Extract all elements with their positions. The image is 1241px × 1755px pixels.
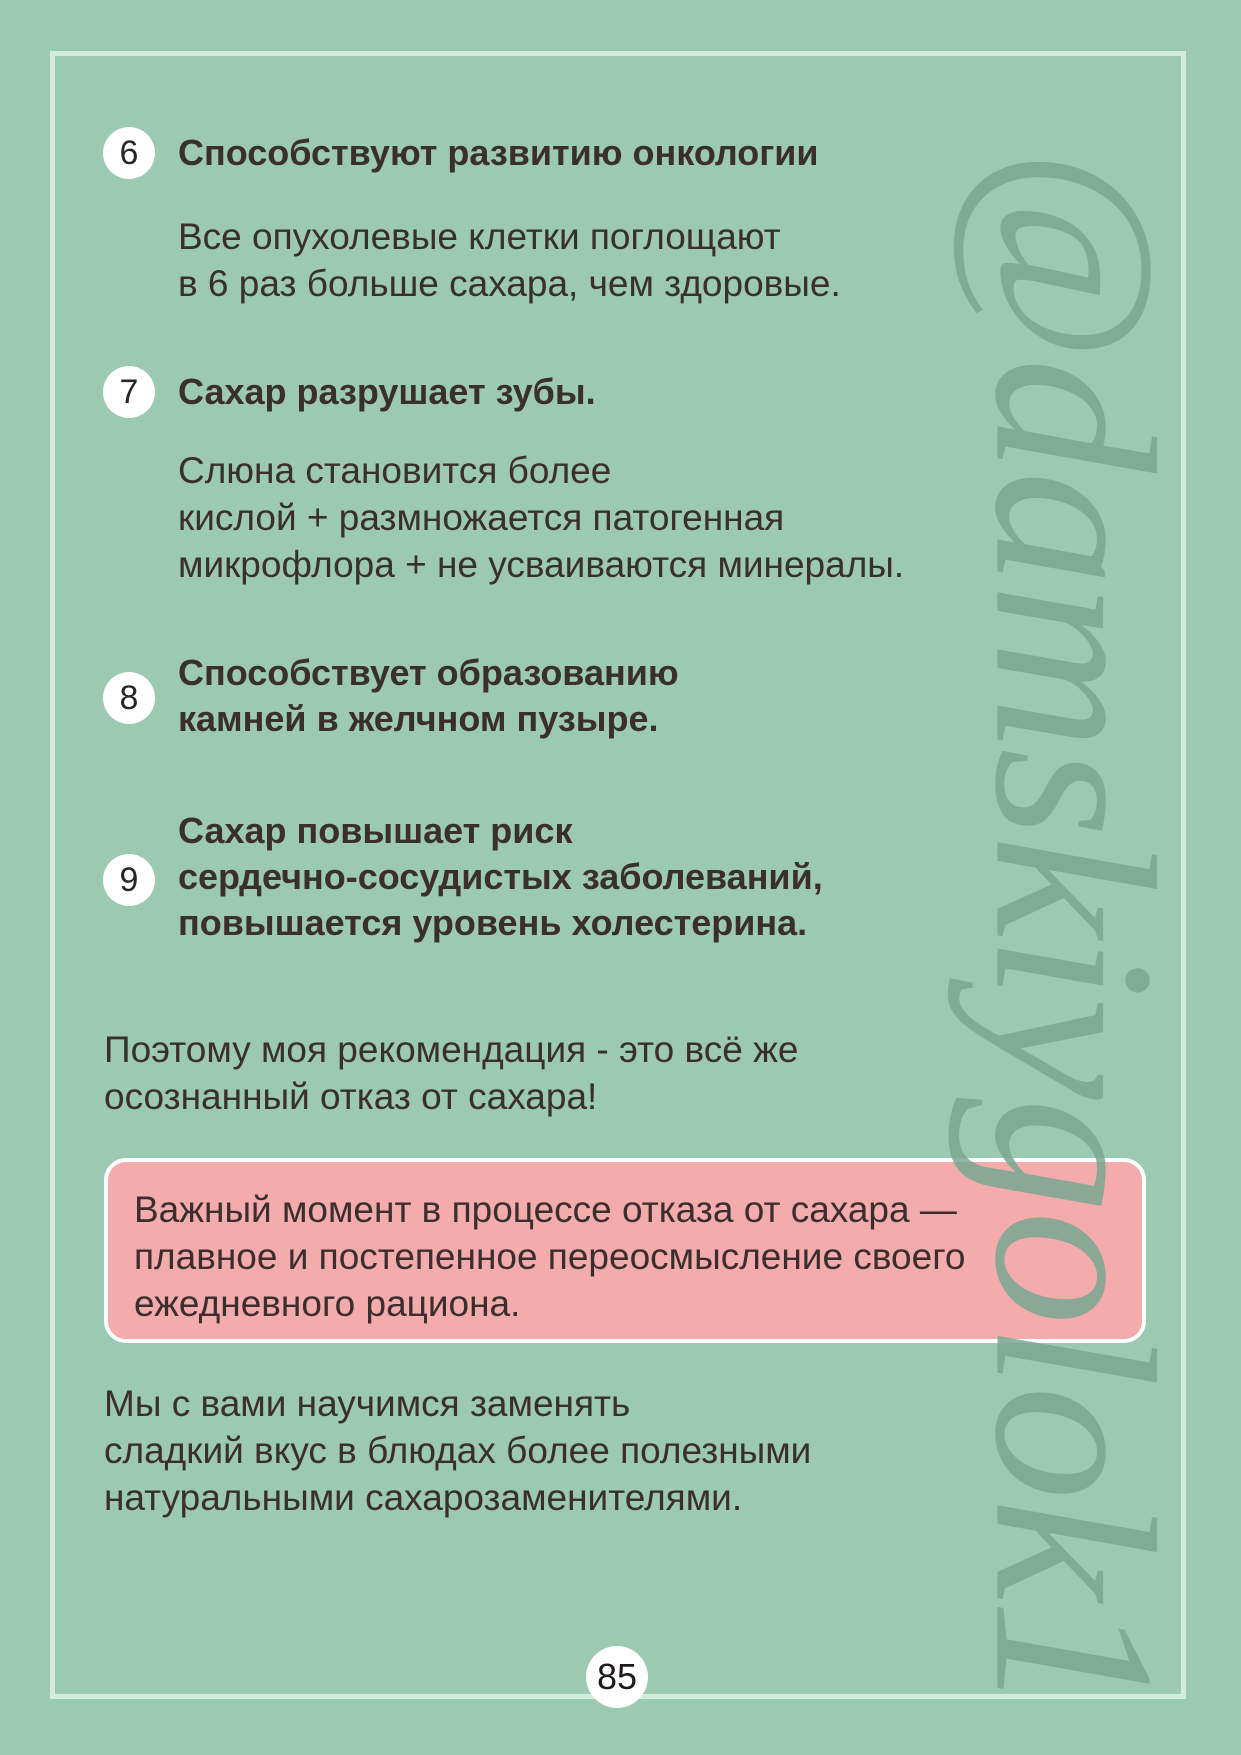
- item-title: Способствует образованию камней в желчном пузыре.: [178, 652, 679, 739]
- important-callout: Важный момент в процессе отказа от сахара — плавное и постепенное переосмысление своего ежедневного рациона.: [104, 1158, 1146, 1343]
- number-badge: 7: [103, 366, 155, 418]
- page-number: 85: [586, 1646, 648, 1708]
- number-badge: 9: [103, 854, 155, 906]
- number-badge: 8: [103, 672, 155, 724]
- item-title: Сахар повышает риск сердечно-сосудистых заболеваний, повышается уровень холестерина.: [178, 810, 823, 943]
- item-description: Слюна становится более кислой + размножается патогенная микрофлора + не усваиваются минералы.: [178, 450, 905, 585]
- recommendation-text: Поэтому моя рекомендация - это всё же осознанный отказ от сахара!: [104, 1029, 799, 1117]
- item-title: Способствуют развитию онкологии: [178, 132, 819, 173]
- item-title: Сахар разрушает зубы.: [178, 371, 596, 412]
- item-description: Все опухолевые клетки поглощают в 6 раз больше сахара, чем здоровые.: [178, 216, 841, 304]
- closing-text: Мы с вами научимся заменять сладкий вкус в блюдах более полезными натуральными сахарозаменителями.: [104, 1383, 812, 1518]
- number-badge: 6: [103, 127, 155, 179]
- watermark: @damskiygolok1: [947, 148, 1203, 1712]
